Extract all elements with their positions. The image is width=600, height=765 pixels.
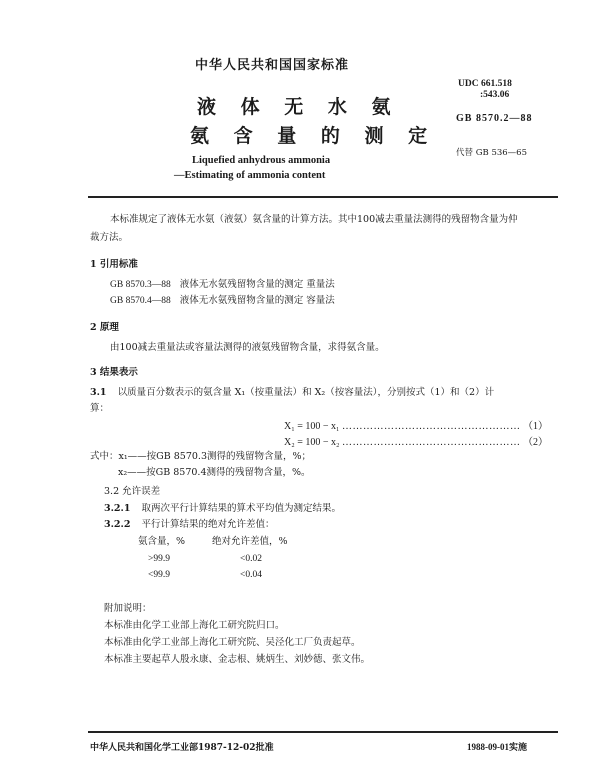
clause-3-2-1 bbox=[104, 502, 341, 516]
formula-1 bbox=[284, 417, 548, 432]
intro-line1: 本标准规定了液体无水氨（液氨）氨含量的计算方法。其中100减去重量法测得的残留物含量为仲 bbox=[110, 214, 518, 225]
intro-line2: 裁方法。 bbox=[90, 232, 129, 243]
reference-item bbox=[110, 278, 335, 292]
formula-2 bbox=[284, 433, 548, 448]
title-cn-line2: 氨 含 量 的 测 定 bbox=[190, 125, 437, 147]
table-header-tolerance: 绝对允许差值，% bbox=[212, 536, 288, 547]
header-divider bbox=[88, 196, 558, 198]
where-x1: 式中：x₁——按GB 8570.3测得的残留物含量，%； bbox=[90, 451, 312, 462]
title-cn-line1: 液 体 无 水 氨 bbox=[197, 96, 400, 118]
formula-expression: X₂ = 100 − x₂ bbox=[284, 437, 340, 448]
clause-3-2-2 bbox=[104, 518, 275, 532]
clause-number: 3.2.1 bbox=[104, 503, 131, 514]
approval-info: 中华人民共和国化学工业部1987-12-02批准 bbox=[90, 743, 274, 753]
formula-number: （1） bbox=[522, 421, 548, 432]
clause-3-2-heading: 3.2 允许误差 bbox=[104, 486, 161, 497]
clause-3-1-cont: 算： bbox=[90, 403, 110, 414]
table-cell-content: <99.9 bbox=[148, 570, 170, 580]
formula-expression: X₁ = 100 − x₁ bbox=[284, 421, 340, 432]
clause-number: 3.2.2 bbox=[104, 519, 131, 530]
table-cell-tolerance: <0.02 bbox=[240, 554, 262, 564]
formula-number: （2） bbox=[522, 437, 548, 448]
clause-text: 平行计算结果的绝对允许差值： bbox=[141, 519, 275, 530]
standard-number: GB 8570.2—88 bbox=[456, 113, 533, 124]
reference-title: 液体无水氨残留物含量的测定 容量法 bbox=[179, 295, 335, 306]
reference-item bbox=[110, 294, 335, 308]
table-cell-tolerance: <0.04 bbox=[240, 570, 262, 580]
section-1-heading: 1 引用标准 bbox=[90, 259, 138, 270]
clause-number: 3.1 bbox=[90, 387, 107, 398]
clause-text: 取两次平行计算结果的算术平均值为测定结果。 bbox=[141, 503, 341, 514]
dot-leader: …………………………………………… bbox=[341, 421, 521, 432]
footer-divider bbox=[88, 731, 558, 733]
section-2-heading: 2 原理 bbox=[90, 322, 119, 333]
title-en-line2: —Estimating of ammonia content bbox=[174, 170, 326, 181]
reference-code: GB 8570.3—88 bbox=[110, 280, 171, 290]
reference-title: 液体无水氨残留物含量的测定 重量法 bbox=[179, 279, 335, 290]
issuing-authority: 中华人民共和国国家标准 bbox=[195, 58, 350, 73]
section-3-heading: 3 结果表示 bbox=[90, 367, 138, 378]
title-en-line1: Liquefied anhydrous ammonia bbox=[192, 155, 331, 166]
replaces-standard: 代替 GB 536—65 bbox=[456, 148, 527, 158]
effective-date: 1988-09-01实施 bbox=[467, 742, 527, 752]
note-line: 本标准由化学工业部上海化工研究院归口。 bbox=[104, 620, 285, 631]
clause-text: 以质量百分数表示的氨含量 X₁（按重量法）和 X₂（按容量法），分别按式（1）和（2）计 bbox=[117, 387, 495, 398]
where-x2: x₂——按GB 8570.4测得的残留物含量，%。 bbox=[118, 467, 311, 478]
section-2-body: 由100减去重量法或容量法测得的液氨残留物含量，求得氨含量。 bbox=[110, 342, 385, 353]
udc-code-cont: :543.06 bbox=[480, 90, 510, 100]
udc-code: UDC 661.518 bbox=[458, 79, 512, 89]
note-line: 本标准由化学工业部上海化工研究院、吴泾化工厂负责起草。 bbox=[104, 637, 361, 648]
table-cell-content: >99.9 bbox=[148, 554, 170, 564]
clause-3-1 bbox=[90, 386, 494, 400]
reference-code: GB 8570.4—88 bbox=[110, 296, 171, 306]
dot-leader: …………………………………………… bbox=[341, 437, 521, 448]
note-line: 本标准主要起草人殷永康、金志根、姚炳生、刘妙德、张文伟。 bbox=[104, 654, 371, 665]
notes-heading: 附加说明： bbox=[104, 603, 152, 614]
table-header-content: 氨含量，% bbox=[138, 536, 186, 547]
